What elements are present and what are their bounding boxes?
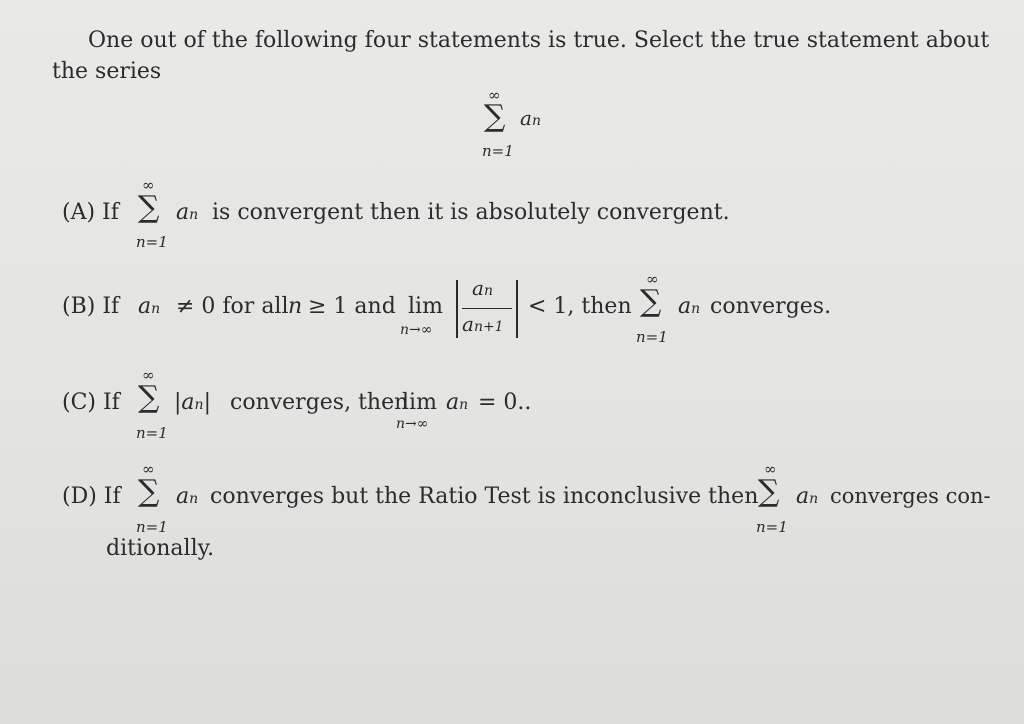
option-d-end: converges con-	[830, 484, 991, 508]
option-c-lim-term: an	[446, 390, 469, 415]
option-c-sum-upper: ∞	[142, 366, 155, 384]
option-c-abs-term: |an|	[174, 390, 211, 415]
option-c-lim: lim	[402, 390, 437, 415]
option-b-abs-left-bar	[456, 280, 458, 338]
option-b-abs-right-bar	[516, 280, 518, 338]
series-lower: n=1	[482, 142, 514, 160]
option-d-sum2-lower: n=1	[756, 518, 788, 536]
option-d-sigma-2: ∑	[758, 474, 780, 509]
option-b-frac-den: an+1	[462, 312, 504, 336]
option-b-frac-line	[462, 308, 512, 309]
option-c-end: = 0..	[478, 390, 532, 415]
option-b-term: an	[138, 294, 161, 319]
option-b-sum-lower: n=1	[636, 328, 668, 346]
option-b-text-1: ≠ 0 for all	[176, 294, 289, 319]
option-b-var: n	[288, 294, 303, 319]
option-d-line-2: ditionally.	[106, 536, 215, 561]
option-c-label: (C) If	[62, 390, 120, 415]
option-b-text-2: ≥ 1 and	[308, 294, 396, 319]
option-b-label: (B) If	[62, 294, 120, 319]
option-d-term: an	[176, 484, 199, 509]
option-b-frac-num: an	[472, 276, 493, 300]
option-b-sigma: ∑	[640, 284, 662, 319]
option-d-sum-lower: n=1	[136, 518, 168, 536]
option-a-term: an	[176, 200, 199, 225]
option-d-label: (D) If	[62, 484, 121, 509]
option-b-lim-sub: n→∞	[400, 322, 433, 338]
intro-line-1: One out of the following four statements is true. Select the true statement about	[88, 28, 990, 53]
option-c-lim-sub: n→∞	[396, 416, 429, 432]
option-b-end: converges.	[710, 294, 832, 319]
option-b-sum-term: an	[678, 294, 701, 319]
option-c-sigma: ∑	[138, 380, 160, 415]
option-a-text: is convergent then it is absolutely convergent.	[212, 200, 730, 225]
series-sigma: ∑	[484, 99, 506, 134]
option-c-text: converges, then	[230, 390, 409, 415]
option-d-text: converges but the Ratio Test is inconclusive then	[210, 484, 759, 509]
option-a-sigma: ∑	[138, 190, 160, 225]
option-d-sum2-upper: ∞	[764, 460, 777, 478]
option-b-sum-upper: ∞	[646, 270, 659, 288]
option-d-sum2-term: an	[796, 484, 819, 509]
intro-line-2: the series	[52, 59, 162, 84]
series-upper: ∞	[488, 86, 501, 104]
series-term: an	[520, 106, 541, 130]
option-a-sum-upper: ∞	[142, 176, 155, 194]
option-a-sum-lower: n=1	[136, 233, 168, 251]
option-d-sum-upper: ∞	[142, 460, 155, 478]
option-c-sum-lower: n=1	[136, 424, 168, 442]
option-a-label: (A) If	[62, 200, 119, 225]
option-b-lim: lim	[408, 294, 443, 319]
option-b-condition: < 1, then	[528, 294, 632, 319]
option-d-sigma: ∑	[138, 474, 160, 509]
